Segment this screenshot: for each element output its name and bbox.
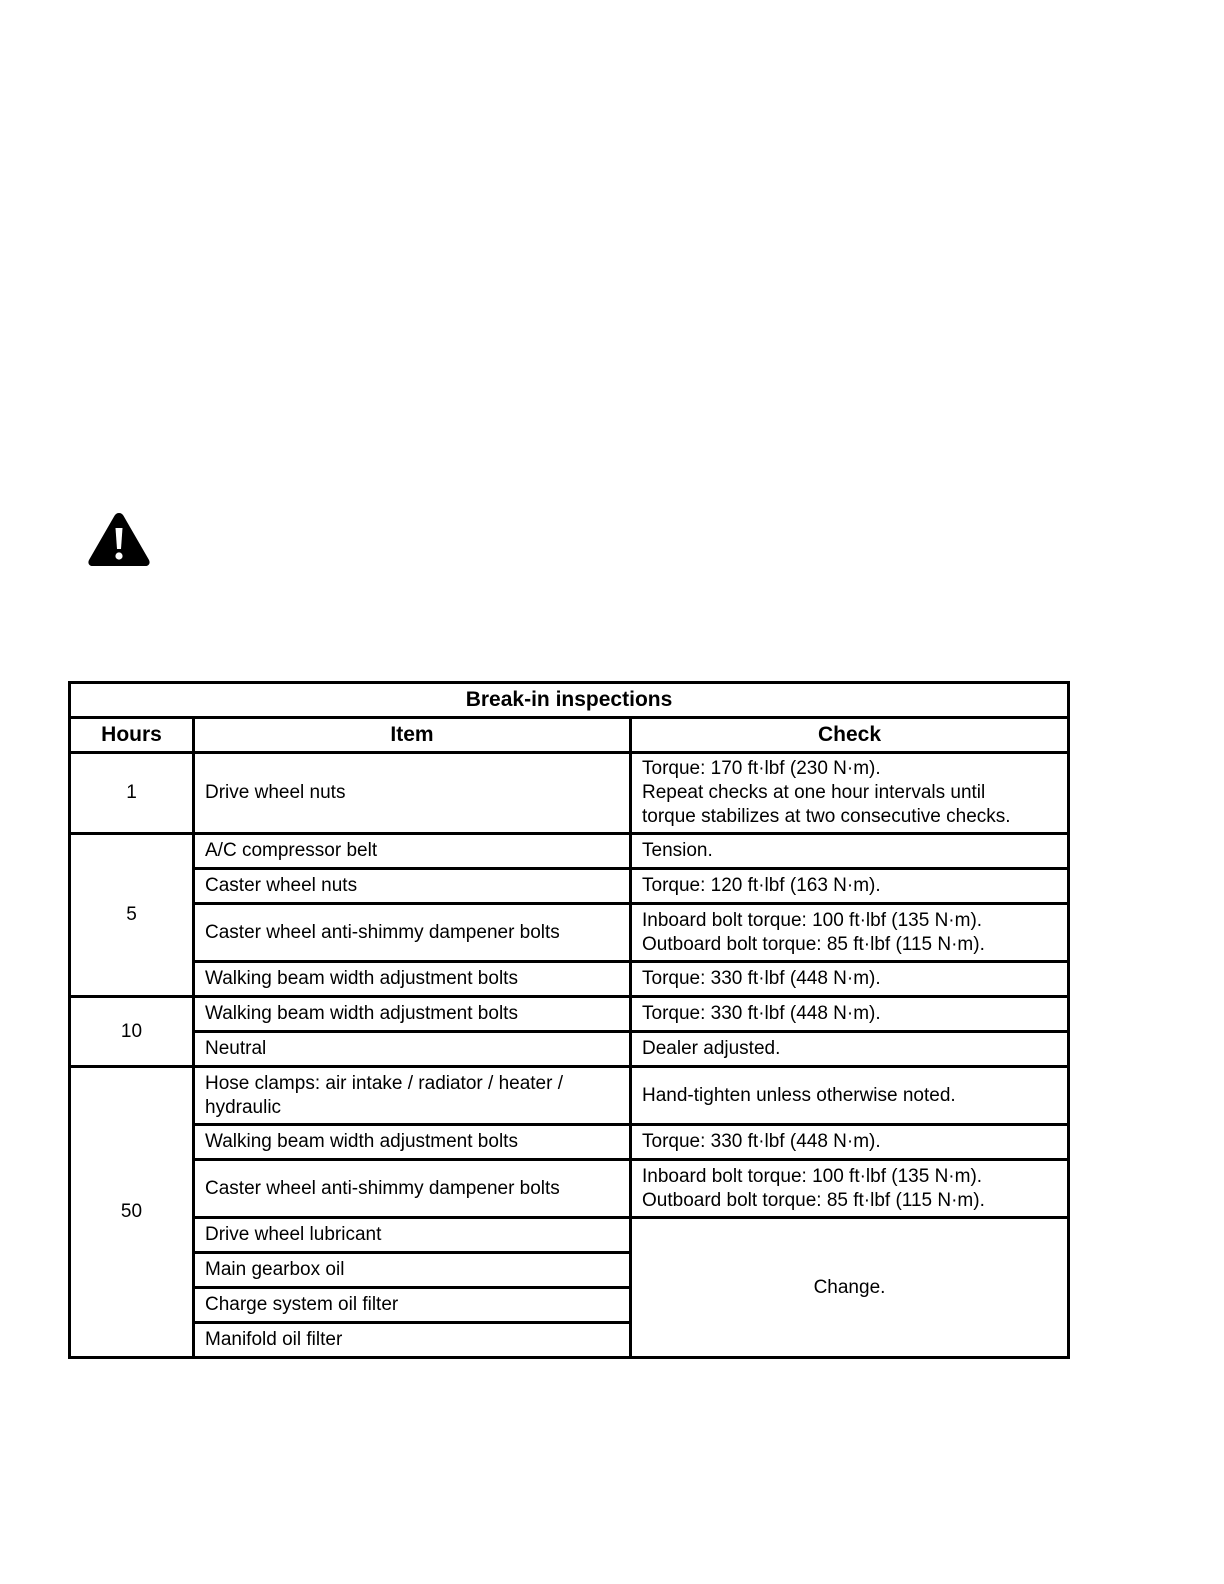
item-cell: Caster wheel anti-shimmy dampener bolts: [194, 1160, 631, 1218]
warning-triangle-icon: [87, 511, 151, 567]
table-row: [70, 1160, 1069, 1218]
check-cell: Tension.: [631, 834, 1069, 869]
item-cell: Charge system oil filter: [194, 1288, 631, 1323]
check-cell: Torque: 120 ft·lbf (163 N·m).: [631, 869, 1069, 904]
check-cell: Torque: 330 ft·lbf (448 N·m).: [631, 962, 1069, 997]
item-cell: A/C compressor belt: [194, 834, 631, 869]
table-row: [70, 962, 1069, 997]
item-cell: Walking beam width adjustment bolts: [194, 962, 631, 997]
table-row: [70, 834, 1069, 869]
check-cell: Hand-tighten unless otherwise noted.: [631, 1067, 1069, 1125]
table-title: Break-in inspections: [70, 683, 1069, 718]
check-cell-shared: Change.: [631, 1218, 1069, 1358]
table-row: [70, 1032, 1069, 1067]
table-row: [70, 1125, 1069, 1160]
item-cell: Neutral: [194, 1032, 631, 1067]
hours-cell: 10: [70, 997, 194, 1067]
hours-cell: 1: [70, 753, 194, 834]
header-check: Check: [631, 718, 1069, 753]
check-cell: Torque: 330 ft·lbf (448 N·m).: [631, 1125, 1069, 1160]
table-row: [70, 1067, 1069, 1125]
hours-cell: 50: [70, 1067, 194, 1358]
item-cell: Drive wheel nuts: [194, 753, 631, 834]
check-line: torque stabilizes at two consecutive checks.: [642, 806, 1011, 827]
item-cell: Walking beam width adjustment bolts: [194, 997, 631, 1032]
item-cell: Caster wheel nuts: [194, 869, 631, 904]
table-row: [70, 753, 1069, 834]
header-item: Item: [194, 718, 631, 753]
check-cell: Dealer adjusted.: [631, 1032, 1069, 1067]
item-cell: Hose clamps: air intake / radiator / heater / hydraulic: [194, 1067, 631, 1125]
check-cell: [631, 904, 1069, 962]
check-line: Torque: 170 ft·lbf (230 N·m).: [642, 758, 881, 779]
check-cell: [631, 1160, 1069, 1218]
item-cell: Main gearbox oil: [194, 1253, 631, 1288]
check-cell: Torque: 330 ft·lbf (448 N·m).: [631, 997, 1069, 1032]
check-line: Outboard bolt torque: 85 ft·lbf (115 N·m).: [642, 933, 985, 955]
check-line: Outboard bolt torque: 85 ft·lbf (115 N·m).: [642, 1189, 985, 1211]
table-row: [70, 997, 1069, 1032]
check-line: Inboard bolt torque: 100 ft·lbf (135 N·m).: [642, 1165, 983, 1187]
table-header-row: [70, 718, 1069, 753]
table-row: [70, 1218, 1069, 1253]
item-cell: Drive wheel lubricant: [194, 1218, 631, 1253]
item-cell: Walking beam width adjustment bolts: [194, 1125, 631, 1160]
hours-cell: 5: [70, 834, 194, 997]
item-cell: Caster wheel anti-shimmy dampener bolts: [194, 904, 631, 962]
table-title-row: [70, 683, 1069, 718]
header-hours: Hours: [70, 718, 194, 753]
table-row: [70, 904, 1069, 962]
item-cell: Manifold oil filter: [194, 1323, 631, 1358]
table-row: [70, 869, 1069, 904]
check-cell: [631, 753, 1069, 834]
break-in-inspections-table: [68, 681, 1070, 1359]
check-line: Inboard bolt torque: 100 ft·lbf (135 N·m).: [642, 909, 983, 931]
check-line: Repeat checks at one hour intervals until: [642, 782, 986, 803]
